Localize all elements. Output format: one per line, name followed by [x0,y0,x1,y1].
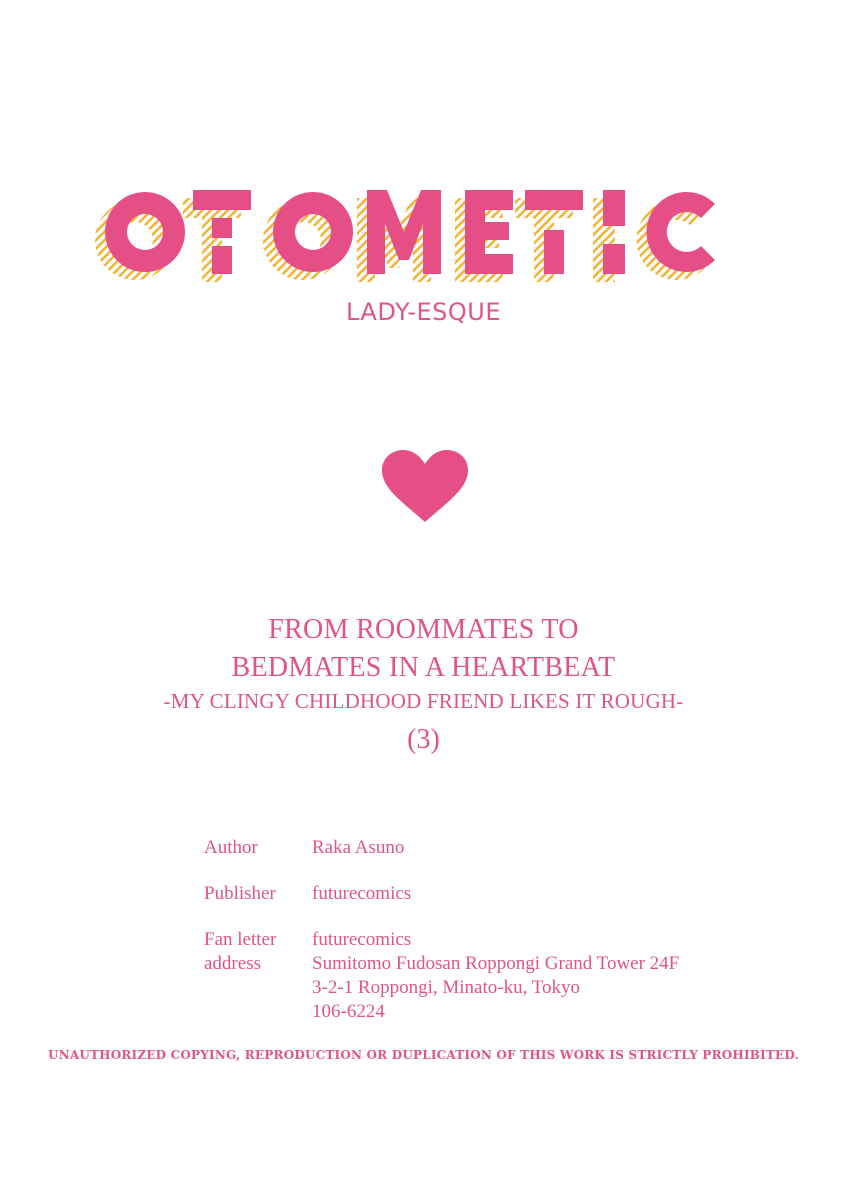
fan-letter-address [312,928,679,1024]
publisher-label: Publisher [204,883,276,904]
fan-label-line-2: address [204,953,261,974]
otometic-logo [95,182,755,282]
fan-letter-label [204,928,312,1024]
imprint-label: LADY-ESQUE [346,298,501,326]
credits-block [204,836,679,1024]
author-value: Raka Asuno [312,837,405,858]
title-line-1: FROM ROOMMATES TO [268,614,579,645]
volume-number: (3) [407,724,440,755]
fan-address-line-4: 106-6224 [312,1001,385,1022]
copyright-notice: UNAUTHORIZED COPYING, REPRODUCTION OR DUPLICATION OF THIS WORK IS STRICTLY PROHIBITED. [48,1048,799,1062]
fan-letter-row [204,928,679,1024]
publisher-value: futurecomics [312,883,412,904]
publisher-row [204,882,679,906]
fan-address-line-3: 3-2-1 Roppongi, Minato-ku, Tokyo [312,977,581,998]
heart-icon [380,450,470,525]
fan-label-line-1: Fan letter [204,929,277,950]
author-row [204,836,679,860]
subtitle: -MY CLINGY CHILDHOOD FRIEND LIKES IT ROUGH- [163,689,684,713]
title-line-2: BEDMATES IN A HEARTBEAT [231,652,616,683]
fan-address-line-1: futurecomics [312,929,412,950]
fan-address-line-2: Sumitomo Fudosan Roppongi Grand Tower 24F [312,953,680,974]
author-label: Author [204,837,258,858]
